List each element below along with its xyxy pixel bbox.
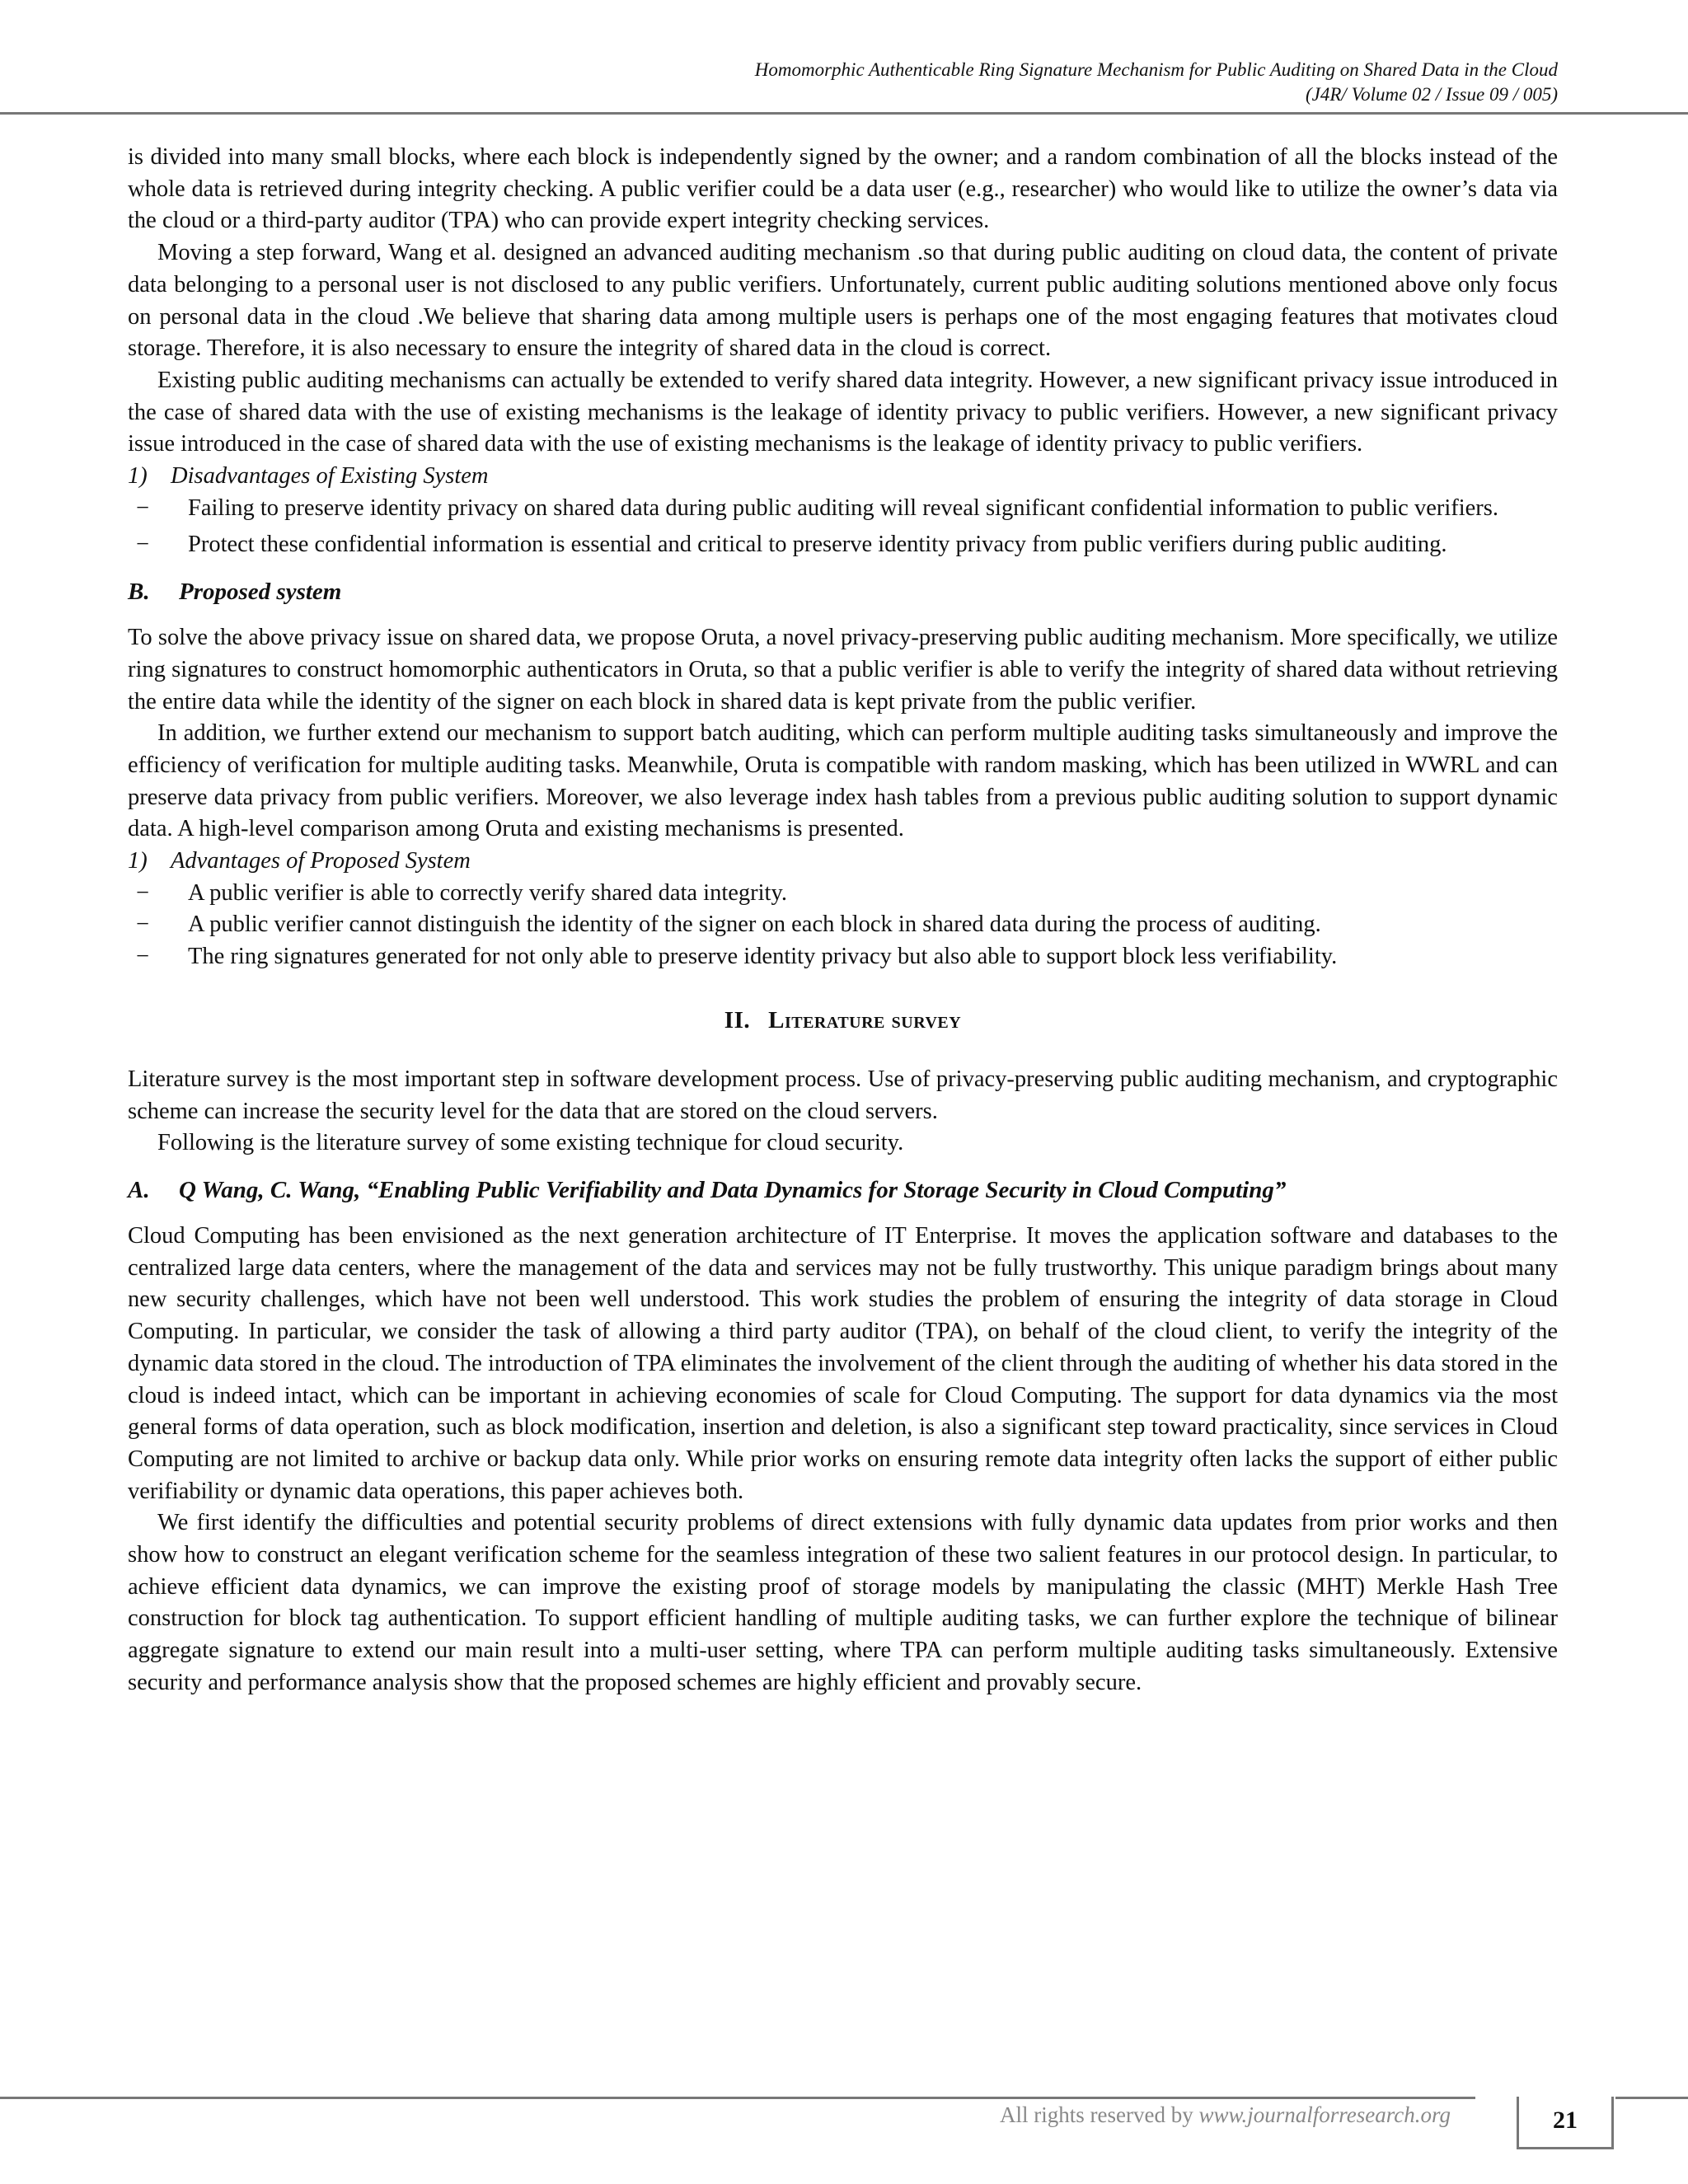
footer-site-link[interactable]: www.journalforresearch.org xyxy=(1198,2102,1451,2127)
list-item-text: A public verifier cannot distinguish the identity of the signer on each block in shared data during the process of auditing. xyxy=(188,912,1321,938)
section-title: Q Wang, C. Wang, “Enabling Public Verifiability and Data Dynamics for Storage Security in Cloud Computing” xyxy=(179,1176,1287,1203)
dash-bullet: − xyxy=(136,944,150,970)
paragraph: We first identify the difficulties and potential security problems of direct extensions with fully dynamic data updates from prior works and then show how to construct an elegant verification scheme for the seamless integration of these two salient features in our protocol design. In particular, to achieve efficient data dynamics, we can improve the existing proof of storage models by manipulating the classic (MHT) Merkle Hash Tree construction for block tag authentication. To support efficient handling of multiple auditing tasks, we can further explore the technique of bilinear aggregate signature to extend our main result into a multi-user setting, where TPA can perform multiple auditing tasks simultaneously. Extensive security and performance analysis show that the proposed schemes are highly efficient and provably secure. xyxy=(128,1510,1558,1695)
section-heading-proposed-system xyxy=(128,576,1558,607)
footer-rights-text: All rights reserved by xyxy=(1000,2102,1193,2127)
footer-rule-right xyxy=(1615,2097,1688,2099)
paragraph: is divided into many small blocks, where each block is independently signed by the owner; and a random combination of all the blocks instead of the whole data is retrieved during integrity checking. A public verifier could be a data user (e.g., researcher) who would like to utilize the owner’s data via the cloud or a third-party auditor (TPA) who can provide expert integrity checking services. xyxy=(128,144,1558,234)
subsection-title: Advantages of Proposed System xyxy=(171,848,471,874)
paragraph: Literature survey is the most important step in software development process. Use of privacy-preserving public auditing mechanism, and cryptographic scheme can increase the security level for the data that are stored on the cloud servers. xyxy=(128,1066,1558,1124)
list-item-text: Failing to preserve identity privacy on shared data during public auditing will reveal significant confidential information to public verifiers. xyxy=(188,494,1499,521)
section-letter: A. xyxy=(128,1176,150,1203)
header-title: Homomorphic Authenticable Ring Signature Mechanism for Public Auditing on Shared Data in the Cloud xyxy=(754,59,1558,80)
section-title: Literature survey xyxy=(768,1006,962,1033)
header-issue: (J4R/ Volume 02 / Issue 09 / 005) xyxy=(1306,84,1558,105)
subsection-heading-disadvantages xyxy=(128,461,1558,493)
dash-bullet: − xyxy=(136,532,150,558)
paragraph: Following is the literature survey of some existing technique for cloud security. xyxy=(157,1130,904,1156)
paragraph: To solve the above privacy issue on shared data, we propose Oruta, a novel privacy-preserving public auditing mechanism. More specifically, we utilize ring signatures to construct homomorphic authenticators in Oruta, so that a public verifier is able to verify the integrity of shared data without retrieving the entire data while the identity of the signer on each block in shared data is kept private from the public verifier. xyxy=(128,625,1558,715)
list-item-text: Protect these confidential information is essential and critical to preserve identity privacy from public verifiers during public auditing. xyxy=(188,532,1447,558)
advantages-list xyxy=(128,878,1558,973)
section-heading-wang-paper xyxy=(128,1174,1558,1206)
list-item xyxy=(128,941,1558,973)
section-heading-literature-survey xyxy=(128,1005,1558,1036)
subsection-number: 1) xyxy=(128,848,148,874)
paragraph: Moving a step forward, Wang et al. designed an advanced auditing mechanism .so that during public auditing on cloud data, the content of private data belonging to a personal user is not disclosed to any public verifiers. Unfortunately, current public auditing solutions mentioned above only focus on personal data in the cloud .We believe that sharing data among multiple users is perhaps one of the most engaging features that motivates cloud storage. Therefore, it is also necessary to ensure the integrity of shared data in the cloud is correct. xyxy=(128,240,1558,362)
dash-bullet: − xyxy=(136,912,150,938)
list-item xyxy=(128,529,1558,561)
paragraph: In addition, we further extend our mechanism to support batch auditing, which can perform multiple auditing tasks simultaneously and improve the efficiency of verification for multiple auditing tasks. Meanwhile, Oruta is compatible with random masking, which has been utilized in WWRL and can preserve data privacy from public verifiers. Moreover, we also leverage index hash tables from a previous public auditing solution to support dynamic data. A high-level comparison among Oruta and existing mechanisms is presented. xyxy=(128,720,1558,842)
subsection-number: 1) xyxy=(128,463,148,490)
dash-bullet: − xyxy=(136,494,150,521)
list-item xyxy=(128,909,1558,941)
list-item xyxy=(128,493,1558,525)
list-item-text: A public verifier is able to correctly verify shared data integrity. xyxy=(188,879,788,906)
dash-bullet: − xyxy=(136,879,150,906)
list-item xyxy=(128,878,1558,910)
paragraph: Existing public auditing mechanisms can actually be extended to verify shared data integrity. However, a new significant privacy issue introduced in the case of shared data with the use of existing mechanisms is the leakage of identity privacy to public verifiers. However, a new significant privacy issue introduced in the case of shared data with the use of existing mechanisms is the leakage of identity privacy to public verifiers. xyxy=(128,367,1558,457)
list-item-text: The ring signatures generated for not only able to preserve identity privacy but also able to support block less verifiability. xyxy=(188,944,1338,970)
section-title: Proposed system xyxy=(179,579,342,606)
subsection-heading-advantages xyxy=(128,846,1558,878)
paragraph: Cloud Computing has been envisioned as the next generation architecture of IT Enterprise. It moves the application software and databases to the centralized large data centers, where the management of the data and services may not be fully trustworthy. This unique paradigm brings about many new security challenges, which have not been well understood. This work studies the problem of ensuring the integrity of data storage in Cloud Computing. In particular, we consider the task of allowing a third party auditor (TPA), on behalf of the cloud client, to verify the integrity of the dynamic data stored in the cloud. The introduction of TPA eliminates the involvement of the client through the auditing of whether his data stored in the cloud is indeed intact, which can be important in achieving economies of scale for Cloud Computing. The support for data dynamics via the most general forms of data operation, such as block modification, insertion and deletion, is also a significant step toward practicality, since services in Cloud Computing are not limited to archive or backup data only. While prior works on ensuring remote data integrity often lacks the support of either public verifiability or dynamic data operations, this paper achieves both. xyxy=(128,1222,1558,1504)
running-header xyxy=(124,58,1558,114)
header-rule xyxy=(0,112,1688,115)
page-number: 21 xyxy=(1517,2097,1614,2149)
section-letter: B. xyxy=(128,579,150,606)
footer-rights xyxy=(742,2098,1451,2131)
disadvantages-list xyxy=(128,493,1558,561)
section-number: II. xyxy=(724,1006,751,1033)
page-body xyxy=(128,142,1558,1699)
subsection-title: Disadvantages of Existing System xyxy=(171,463,489,490)
